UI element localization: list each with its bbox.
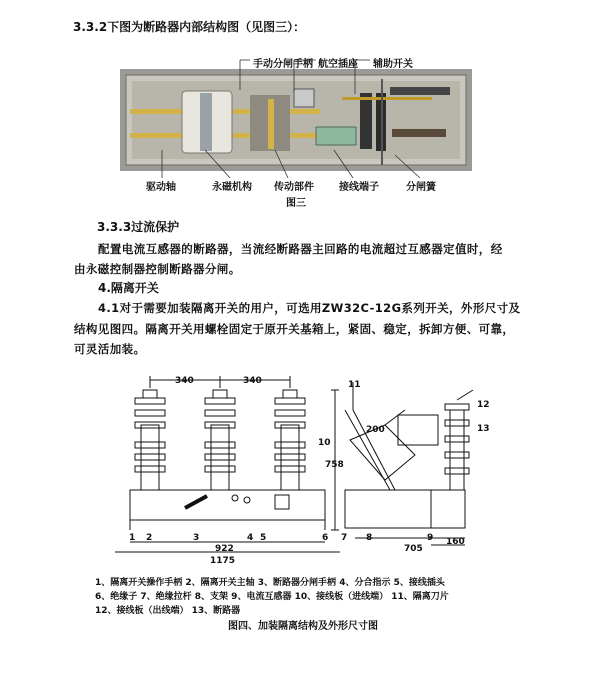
label-manual-trip-handle: 手动分闸手柄 [253,59,313,70]
insulator-3 [275,390,305,490]
dim-1175: 1175 [210,556,236,566]
label-aux-switch: 辅助开关 [373,59,413,70]
part-num-8: 8 [366,533,373,543]
dim-340-left: 340 [175,376,194,386]
dim-922: 922 [215,544,234,554]
part-num-12: 12 [477,400,490,410]
legend-line-3: 12、接线板（出线端） 13、断路器 [95,606,241,616]
dim-705: 705 [404,544,423,554]
dim-200: 200 [366,425,385,435]
para-41-line-3: 可灵活加装。 [74,342,146,356]
part-num-13: 13 [477,424,490,434]
label-drive-shaft: 驱动轴 [146,182,176,193]
fig4-caption: 图四、加装隔离结构及外形尺寸图 [228,621,378,632]
section-heading-333: 3.3.3过流保护 [97,220,180,234]
dim-160: 160 [446,537,465,547]
part-num-5: 5 [260,533,267,543]
dim-340-right: 340 [243,376,262,386]
para-41-line-1: 4.1对于需要加装隔离开关的用户，可选用ZW32C-12G系列开关，外形尺寸及 [98,301,521,315]
insulator-1 [135,390,165,490]
part-num-3: 3 [193,533,200,543]
fig3-caption: 图三 [286,198,306,209]
part-num-10: 10 [318,438,331,448]
para-41-line-2: 结构见图四。隔离开关用螺栓固定于原开关基箱上，紧固、稳定，拆卸方便、可靠， [74,322,515,336]
section-heading-4: 4.隔离开关 [98,281,159,295]
part-num-1: 1 [129,533,136,543]
section-heading-332: 3.3.2下图为断路器内部结构图（见图三）： [73,20,306,34]
part-num-7: 7 [341,533,348,543]
part-num-4: 4 [247,533,254,543]
label-magnet-mechanism: 永磁机构 [212,182,252,193]
part-num-2: 2 [146,533,153,543]
label-aviation-socket: 航空插座 [318,59,358,70]
label-transmission: 传动部件 [274,182,314,193]
side-insulator [445,404,469,490]
legend-line-1: 1、隔离开关操作手柄 2、隔离开关主轴 3、断路器分闸手柄 4、分合指示 5、接线插头 [95,578,445,588]
part-num-6: 6 [322,533,329,543]
part-num-9: 9 [427,533,434,543]
label-terminal: 接线端子 [339,182,379,193]
legend-line-2: 6、绝缘子 7、绝缘拉杆 8、支架 9、电流互感器 10、接线板（进线端） 11、隔离刀片 [95,592,449,602]
dim-758: 758 [325,460,344,470]
insulator-2 [205,390,235,490]
label-trip-spring: 分闸簧 [406,182,436,193]
para-333-line-1: 配置电流互感器的断路器，当流经断路器主回路的电流超过互感器定值时，经 [98,242,503,256]
para-333-line-2: 由永磁控制器控制断路器分闸。 [74,262,241,276]
part-num-11: 11 [348,380,361,390]
photo-leader-lines [0,0,602,200]
